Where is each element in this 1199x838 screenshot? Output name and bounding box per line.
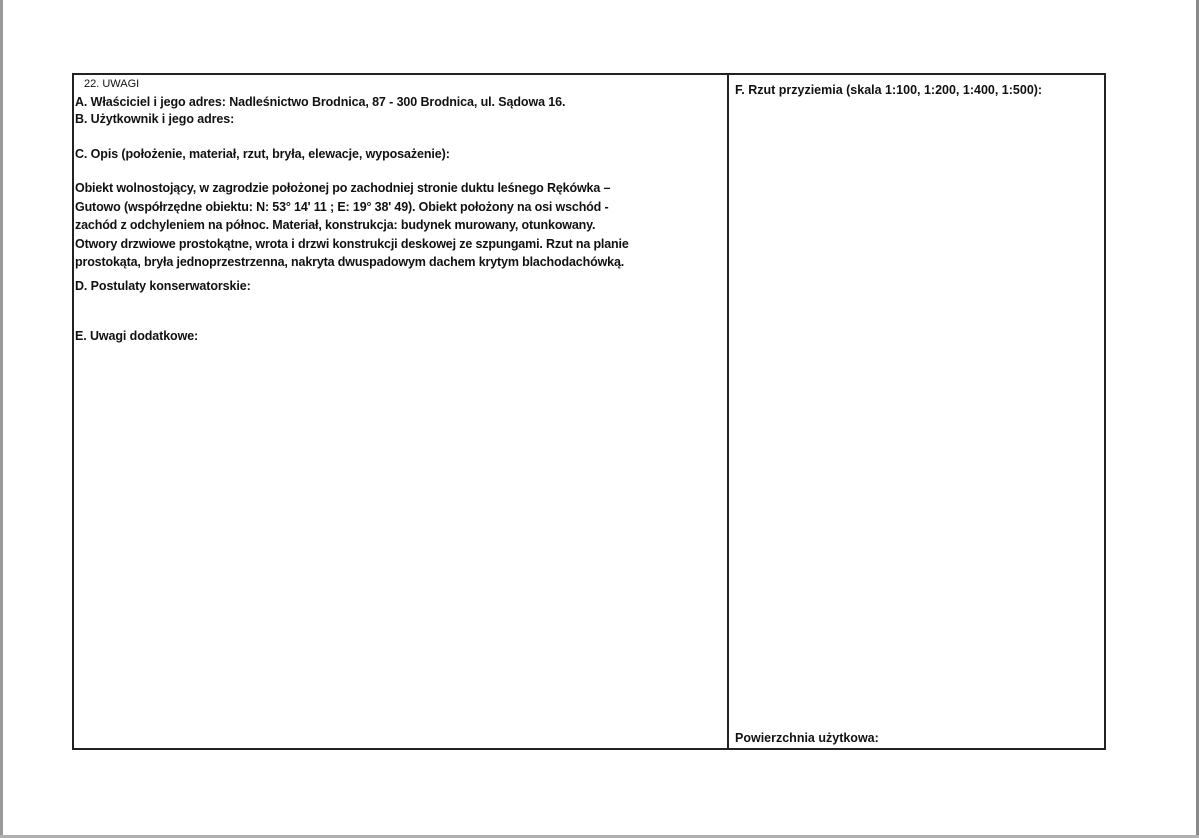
conservation-heading: D. Postulaty konserwatorskie: <box>75 279 251 293</box>
description-heading: C. Opis (położenie, materiał, rzut, bryła, elewacje, wyposażenie): <box>75 147 450 161</box>
section-number: 22. UWAGI <box>84 78 140 90</box>
description-line: Obiekt wolnostojący, w zagrodzie położonej po zachodniej stronie duktu leśnego Rękówka – <box>75 181 611 195</box>
description-line: prostokąta, bryła jednoprzestrzenna, nakryta dwuspadowym dachem krytym blachodachówką. <box>75 255 625 269</box>
floor-plan-heading: F. Rzut przyziemia (skala 1:100, 1:200, 1:400, 1:500): <box>735 83 1043 97</box>
additional-remarks-heading: E. Uwagi dodatkowe: <box>75 329 199 343</box>
remarks-column <box>74 75 729 748</box>
description-line: zachód z odchyleniem na północ. Materiał, konstrukcja: budynek murowany, otunkowany. <box>75 218 596 232</box>
description-line: Gutowo (współrzędne obiektu: N: 53° 14' 11 ; E: 19° 38' 49). Obiekt położony na osi wschód - <box>75 199 609 214</box>
floor-plan-column <box>729 75 1104 748</box>
remarks-form <box>72 73 1106 750</box>
user-line: B. Użytkownik i jego adres: <box>75 112 235 126</box>
scan-edge-left <box>0 0 3 838</box>
owner-line: A. Właściciel i jego adres: Nadleśnictwo Brodnica, 87 - 300 Brodnica, ul. Sądowa 16. <box>75 95 566 109</box>
description-line: Otwory drzwiowe prostokątne, wrota i drzwi konstrukcji deskowej ze szpungami. Rzut na planie <box>75 236 629 251</box>
description-text <box>75 179 725 272</box>
usable-area-label: Powierzchnia użytkowa: <box>735 731 879 745</box>
